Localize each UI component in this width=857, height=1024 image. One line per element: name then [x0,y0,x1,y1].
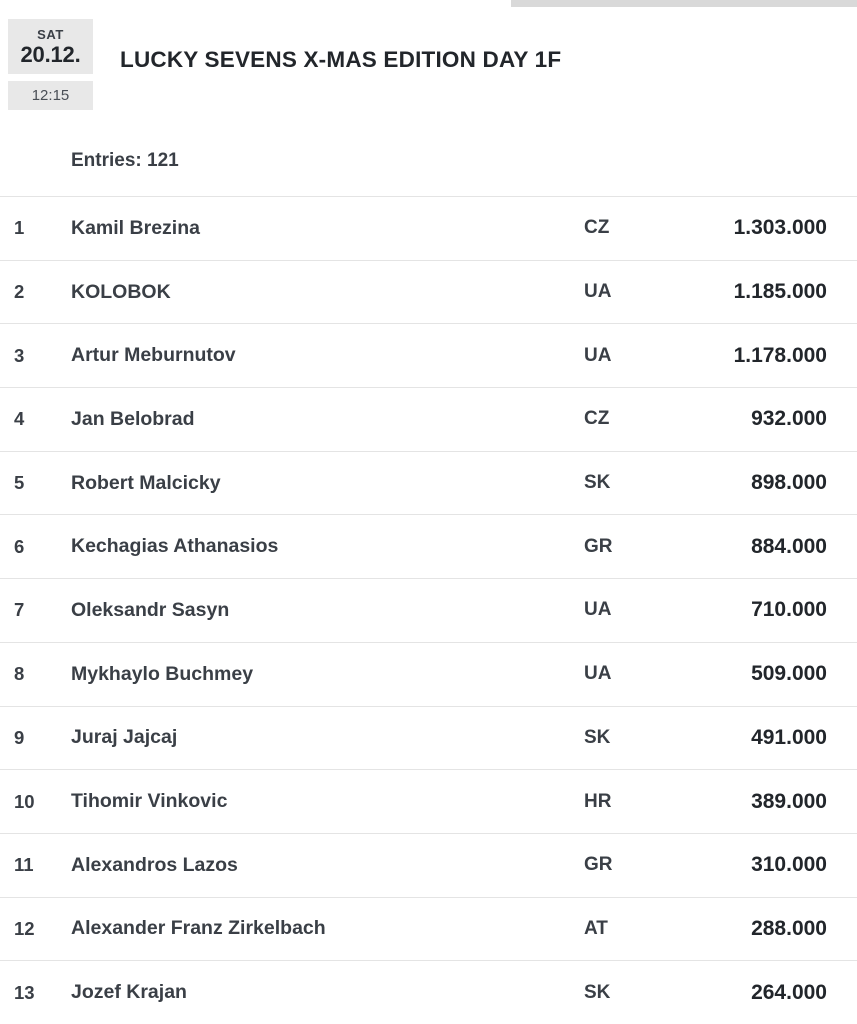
row-chipcount: 491.000 [751,725,827,749]
row-country: UA [584,281,612,303]
event-date-block [8,19,93,110]
row-country: UA [584,663,612,685]
row-player-name: Kechagias Athanasios [71,535,279,558]
row-player-name: KOLOBOK [71,280,171,303]
row-player-name: Artur Meburnutov [71,344,236,367]
table-row[interactable] [0,196,857,260]
row-rank: 12 [14,917,35,939]
row-rank: 13 [14,981,35,1003]
row-rank: 9 [14,726,25,748]
horizontal-scrollbar[interactable] [0,0,857,7]
row-country: CZ [584,217,610,239]
table-row[interactable] [0,451,857,515]
row-rank: 5 [14,472,25,494]
row-country: UA [584,344,612,366]
table-row[interactable] [0,323,857,387]
row-player-name: Alexandros Lazos [71,853,238,876]
chipcount-table [0,196,857,1024]
table-row[interactable] [0,387,857,451]
row-chipcount: 288.000 [751,916,827,940]
event-day-of-week: SAT [37,27,64,42]
scrollbar-thumb[interactable] [511,0,857,7]
row-rank: 6 [14,535,25,557]
row-chipcount: 884.000 [751,534,827,558]
row-chipcount: 1.185.000 [733,280,827,304]
row-country: HR [584,790,612,812]
table-row[interactable] [0,833,857,897]
page-title: LUCKY SEVENS X-MAS EDITION DAY 1F [120,47,562,72]
row-chipcount: 1.178.000 [733,343,827,367]
row-player-name: Juraj Jajcaj [71,726,178,749]
row-player-name: Jan Belobrad [71,407,195,430]
row-country: UA [584,599,612,621]
row-player-name: Jozef Krajan [71,981,187,1004]
event-date-number: 20.12. [20,42,81,67]
row-country: GR [584,535,613,557]
table-row[interactable] [0,578,857,642]
row-country: GR [584,854,613,876]
row-country: CZ [584,408,610,430]
row-rank: 4 [14,408,25,430]
row-rank: 10 [14,790,35,812]
row-rank: 3 [14,344,25,366]
row-player-name: Alexander Franz Zirkelbach [71,917,326,940]
table-row[interactable] [0,769,857,833]
row-rank: 2 [14,281,25,303]
row-rank: 8 [14,663,25,685]
row-country: SK [584,726,611,748]
row-chipcount: 389.000 [751,789,827,813]
table-row[interactable] [0,897,857,961]
row-chipcount: 932.000 [751,407,827,431]
row-rank: 11 [14,854,34,876]
row-country: SK [584,981,611,1003]
event-header [0,7,857,122]
row-country: AT [584,917,608,939]
row-player-name: Kamil Brezina [71,216,200,239]
row-chipcount: 1.303.000 [733,216,827,240]
row-player-name: Mykhaylo Buchmey [71,662,254,685]
row-rank: 7 [14,599,25,621]
row-player-name: Robert Malcicky [71,471,221,494]
row-chipcount: 898.000 [751,471,827,495]
row-chipcount: 310.000 [751,853,827,877]
table-row[interactable] [0,706,857,770]
table-row[interactable] [0,514,857,578]
event-date [8,19,93,74]
row-player-name: Tihomir Vinkovic [71,790,228,813]
event-time: 12:15 [8,81,93,110]
table-row[interactable] [0,260,857,324]
entries-count: Entries: 121 [71,150,179,171]
row-chipcount: 710.000 [751,598,827,622]
row-player-name: Oleksandr Sasyn [71,598,230,621]
row-chipcount: 509.000 [751,662,827,686]
table-row[interactable] [0,960,857,1024]
table-row[interactable] [0,642,857,706]
row-country: SK [584,472,611,494]
row-rank: 1 [14,217,25,239]
row-chipcount: 264.000 [751,980,827,1004]
